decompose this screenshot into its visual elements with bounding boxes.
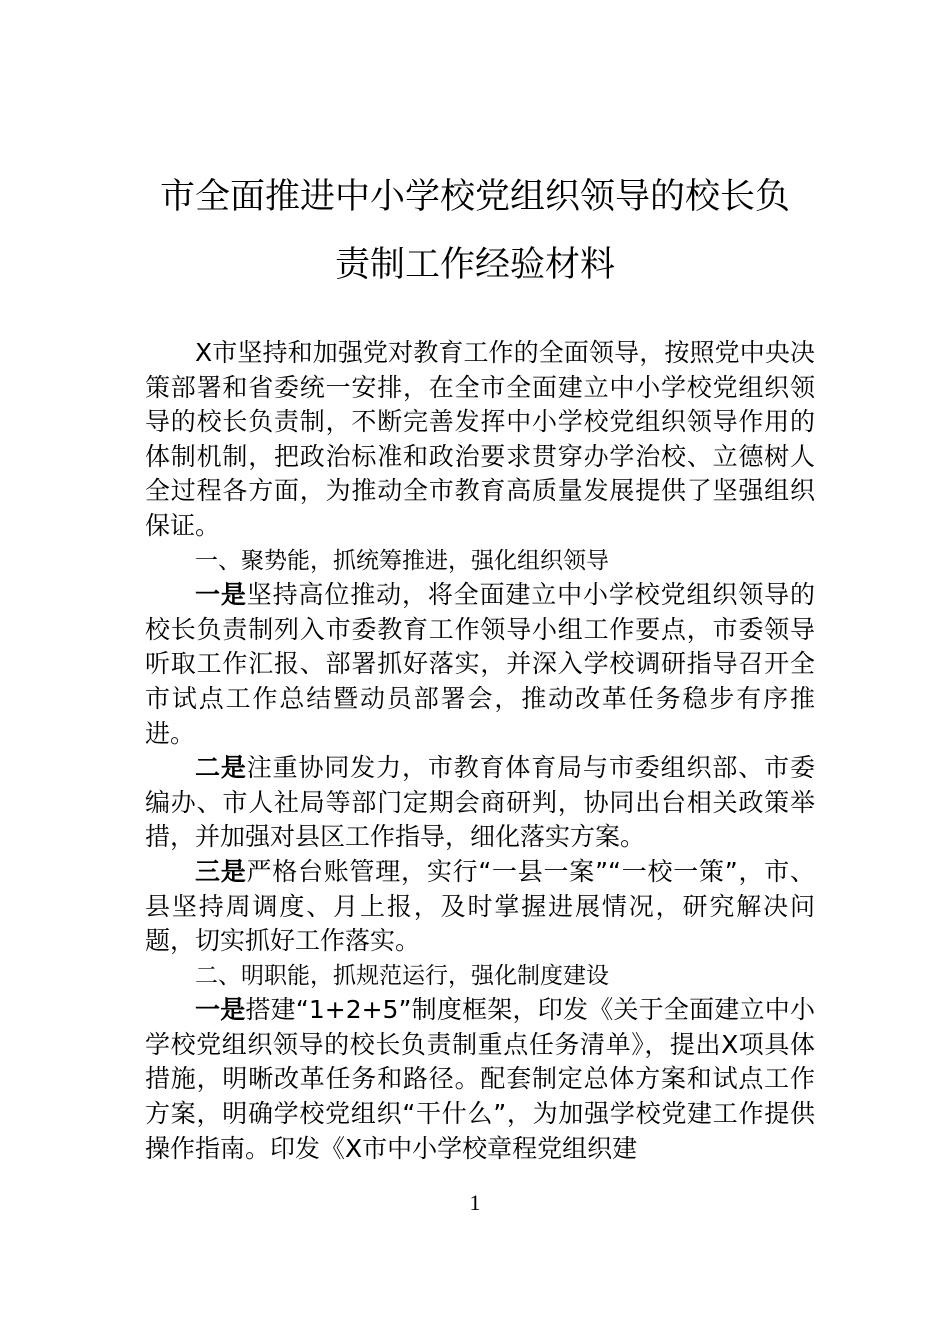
section-1-item-2 <box>145 751 815 855</box>
document-title-line-1: 市全面推进中小学校党组织领导的校长负 <box>159 177 790 217</box>
item-text: 搭建“1+2+5”制度框架，印发《关于全面建立中小学校党组织领导的校长负责制重点任务清单》，提出X项具体措施，明晰改革任务和路径。配套制定总体方案和试点工作方案，明确学校党组织“干什么”，为加强学校党建工作提供操作指南。印发《X市中小学校章程党组织建 <box>145 995 815 1163</box>
page-number: 1 <box>469 1190 481 1215</box>
intro-paragraph: X市坚持和加强党对教育工作的全面领导，按照党中央决策部署和省委统一安排，在全市全面建立中小学校党组织领导的校长负责制，不断完善发挥中小学校党组织领导作用的体制机制，把政治标准和政治要求贯穿办学治校、立德树人全过程各方面，为推动全市教育高质量发展提供了坚强组织保证。 <box>145 338 815 540</box>
section-heading-2: 二、明职能，抓规范运行，强化制度建设 <box>195 962 609 989</box>
item-text: 坚持高位推动，将全面建立中小学校党组织领导的校长负责制列入市委教育工作领导小组工作要点，市委领导听取工作汇报、部署抓好落实，并深入学校调研指导召开全市试点工作总结暨动员部署会，推动改革任务稳步有序推进。 <box>145 580 815 748</box>
section-heading-1: 一、聚势能，抓统筹推进，强化组织领导 <box>195 547 609 574</box>
section-2-item-1 <box>145 993 815 1166</box>
item-lead: 一是 <box>195 580 247 610</box>
document-title-line-2: 责制工作经验材料 <box>334 245 615 285</box>
item-lead: 一是 <box>195 995 246 1025</box>
document-body <box>145 336 815 1166</box>
section-1-item-1 <box>145 578 815 751</box>
item-lead: 三是 <box>195 856 247 886</box>
item-lead: 二是 <box>195 753 247 783</box>
item-text: 注重协同发力，市教育体育局与市委组织部、市委编办、市人社局等部门定期会商研判，协同出台相关政策举措，并加强对县区工作指导，细化落实方案。 <box>145 753 815 852</box>
section-1-item-3 <box>145 855 815 959</box>
item-text: 严格台账管理，实行“一县一案”“一校一策”，市、县坚持周调度、月上报，及时掌握进展情况，研究解决问题，切实抓好工作落实。 <box>145 856 815 956</box>
